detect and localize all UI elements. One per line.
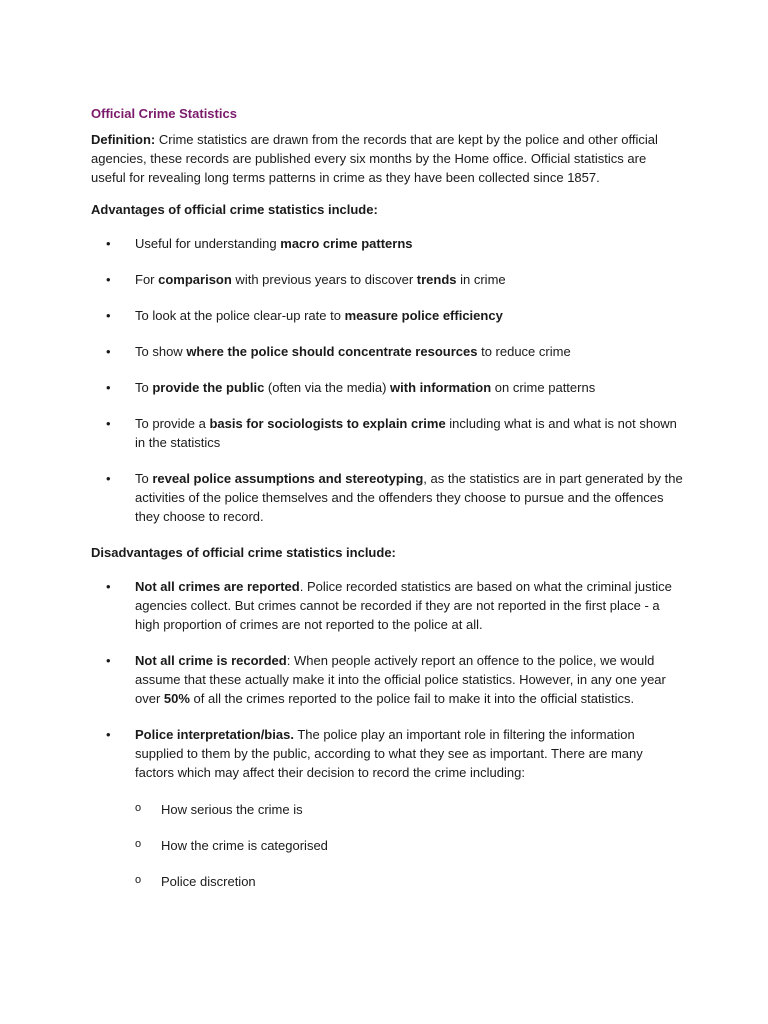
disadvantages-list — [91, 577, 683, 891]
document-content — [91, 104, 683, 908]
bullet-icon: • — [106, 471, 111, 486]
page-title: Official Crime Statistics — [91, 106, 237, 121]
advantage-item — [91, 414, 683, 452]
disadvantage-item — [91, 651, 683, 708]
bold-text: measure police efficiency — [344, 308, 503, 323]
advantage-item — [91, 306, 683, 325]
advantage-item-text: Useful for understanding macro crime patterns — [135, 236, 413, 251]
bullet-icon: • — [106, 308, 111, 323]
advantage-item — [91, 378, 683, 397]
circle-bullet-icon: o — [135, 802, 142, 814]
bullet-icon: • — [106, 727, 111, 742]
bullet-icon: • — [106, 579, 111, 594]
advantage-item-text: To reveal police assumptions and stereotyping, as the statistics are in part generated by the activities of the police themselves and the offenders they choose to pursue and the offences they choose to record. — [135, 471, 683, 524]
advantages-list — [91, 234, 683, 526]
bold-text: where the police should concentrate resources — [186, 344, 478, 359]
bold-text: comparison — [158, 272, 232, 287]
circle-bullet-icon: o — [135, 838, 142, 850]
bullet-icon: • — [106, 236, 111, 251]
factor-item — [135, 872, 683, 891]
bold-text: macro crime patterns — [280, 236, 413, 251]
bold-text: 50% — [163, 691, 190, 706]
bold-text: with information — [390, 380, 492, 395]
bold-text: Not all crime is recorded — [135, 653, 287, 668]
advantage-item-text: To show where the police should concentrate resources to reduce crime — [135, 344, 571, 359]
disadvantage-item-text: Police interpretation/bias. The police play an important role in filtering the information supplied to them by the public, according to what they see as important. There are many factors which may affect their decision to record the crime including: — [135, 727, 643, 780]
advantage-item-text: To look at the police clear-up rate to measure police efficiency — [135, 308, 503, 323]
bold-text: trends — [416, 272, 457, 287]
disadvantage-item — [91, 577, 683, 634]
disadvantages-heading: Disadvantages of official crime statistics include: — [91, 545, 396, 560]
advantage-item — [91, 469, 683, 526]
definition-paragraph — [91, 130, 683, 187]
advantage-item — [91, 342, 683, 361]
factor-item-text: How the crime is categorised — [161, 838, 328, 853]
bold-text: provide the public — [152, 380, 265, 395]
factor-item — [135, 800, 683, 819]
definition-text: Crime statistics are drawn from the records that are kept by the police and other official agencies, these records are published every six months by the Home office. Official statistics are useful for revealing long terms patterns in crime as they have been collected since 1857. — [91, 132, 658, 185]
factor-item-text: How serious the crime is — [161, 802, 303, 817]
bullet-icon: • — [106, 416, 111, 431]
advantage-item — [91, 270, 683, 289]
bullet-icon: • — [106, 653, 111, 668]
advantage-item-text: To provide the public (often via the media) with information on crime patterns — [135, 380, 596, 395]
factors-sublist — [135, 800, 683, 891]
bullet-icon: • — [106, 380, 111, 395]
bullet-icon: • — [106, 344, 111, 359]
disadvantage-item-text: Not all crimes are reported. Police recorded statistics are based on what the criminal justice agencies collect. But crimes cannot be recorded if they are not reported in the first place - a high proportion of crimes are not reported to the police at all. — [135, 579, 672, 632]
bullet-icon: • — [106, 272, 111, 287]
advantage-item-text: For comparison with previous years to discover trends in crime — [135, 272, 506, 287]
factor-item — [135, 836, 683, 855]
bold-text: Police interpretation/bias. — [135, 727, 294, 742]
advantage-item — [91, 234, 683, 253]
advantages-heading: Advantages of official crime statistics include: — [91, 202, 378, 217]
circle-bullet-icon: o — [135, 874, 142, 886]
disadvantage-item — [91, 725, 683, 891]
definition-label: Definition: — [91, 132, 156, 147]
factor-item-text: Police discretion — [161, 874, 256, 889]
bold-text: reveal police assumptions and stereotyping — [152, 471, 424, 486]
disadvantage-item-text: Not all crime is recorded: When people actively report an offence to the police, we would assume that these actually make it into the official police statistics. However, in any one year over 50% of all the crimes reported to the police fail to make it into the official statistics. — [135, 653, 666, 706]
bold-text: basis for sociologists to explain crime — [209, 416, 446, 431]
advantage-item-text: To provide a basis for sociologists to explain crime including what is and what is not shown in the statistics — [135, 416, 677, 450]
bold-text: Not all crimes are reported — [135, 579, 300, 594]
